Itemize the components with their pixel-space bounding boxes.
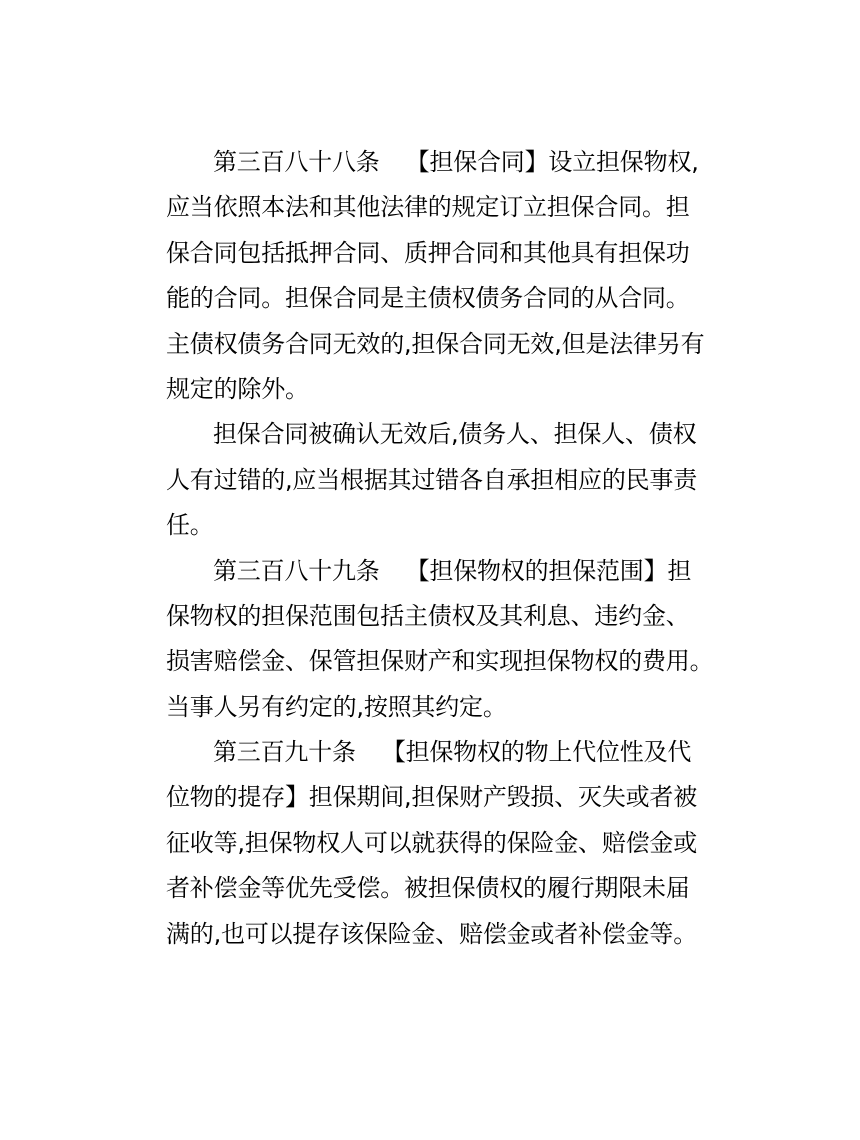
article-388-paragraph — [166, 140, 706, 412]
paragraph-line: 能的合同。担保合同是主债权债务合同的从合同。 — [166, 284, 690, 313]
paragraph-line: 损害赔偿金、保管担保财产和实现担保物权的费用。 — [166, 647, 714, 676]
document-body — [166, 140, 714, 957]
paragraph-line: 满的,也可以提存该保险金、赔偿金或者补偿金等。 — [166, 919, 698, 948]
paragraph-line: 人有过错的,应当根据其过错各自承担相应的民事责 — [166, 465, 698, 494]
paragraph-line: 保物权的担保范围包括主债权及其利息、违约金、 — [166, 601, 690, 630]
paragraph-line: 者补偿金等优先受偿。被担保债权的履行期限未届 — [166, 874, 690, 903]
article-number: 第三百八十八条 — [213, 148, 380, 176]
line-text: 【担保合同】设立担保物权, — [405, 148, 699, 176]
paragraph-line — [166, 549, 706, 594]
line-text: 【担保物权的物上代位性及代 — [381, 738, 692, 767]
article-389-paragraph — [166, 549, 714, 731]
paragraph-line: 征收等,担保物权人可以就获得的保险金、赔偿金或 — [166, 828, 698, 857]
paragraph-line — [166, 140, 706, 185]
paragraph-line: 任。 — [166, 511, 214, 540]
paragraph-line: 应当依照本法和其他法律的规定订立担保合同。担 — [166, 193, 690, 222]
paragraph-line — [166, 730, 706, 775]
paragraph-line: 主债权债务合同无效的,担保合同无效,但是法律另有 — [166, 329, 705, 358]
article-390-paragraph — [166, 730, 706, 957]
paragraph-line: 当事人另有约定的,按照其约定。 — [166, 692, 507, 721]
article-388-second-paragraph — [166, 412, 706, 548]
line-text: 【担保物权的担保范围】担 — [405, 556, 692, 585]
paragraph-line: 位物的提存】担保期间,担保财产毁损、灭失或者被 — [166, 783, 698, 812]
article-number: 第三百八十九条 — [213, 556, 380, 585]
paragraph-line: 保合同包括抵押合同、质押合同和其他具有担保功 — [166, 238, 690, 267]
paragraph-line: 规定的除外。 — [166, 374, 309, 403]
article-number: 第三百九十条 — [213, 738, 356, 767]
paragraph-line: 担保合同被确认无效后,债务人、担保人、债权 — [213, 420, 697, 449]
